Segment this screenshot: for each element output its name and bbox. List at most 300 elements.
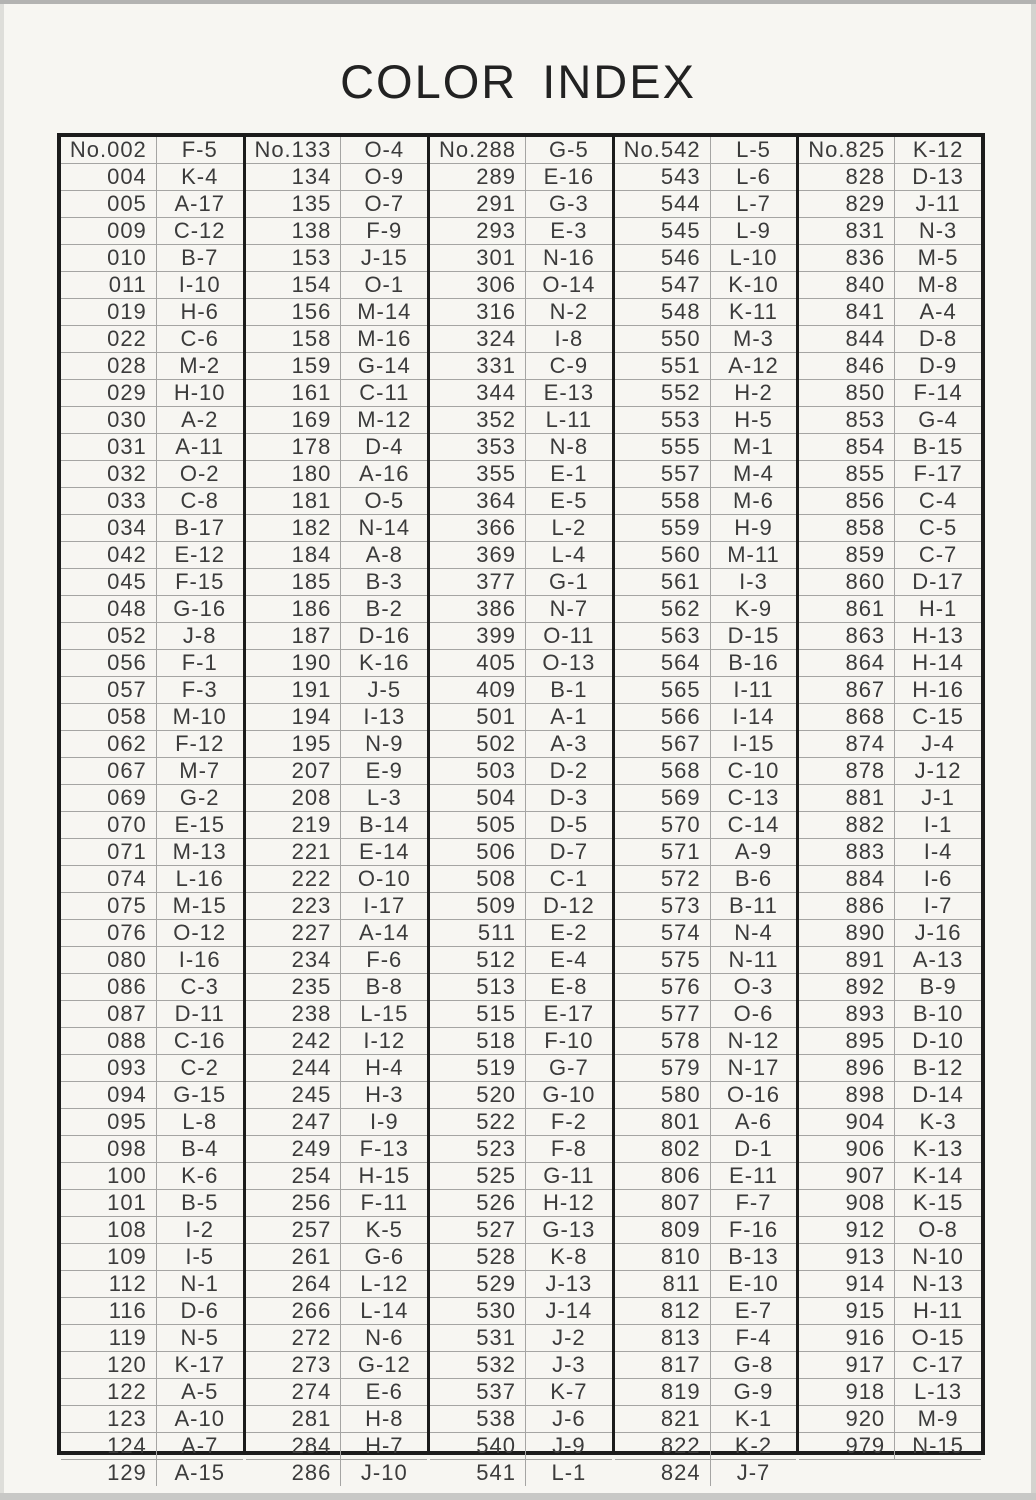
table-row	[246, 595, 428, 622]
no-cell: 802	[615, 1136, 711, 1162]
no-cell: 819	[615, 1379, 711, 1405]
code-cell: F-16	[728, 1217, 779, 1242]
no-cell: 515	[430, 1001, 526, 1027]
no-cell: 274	[246, 1379, 342, 1405]
no-cell: No.542	[615, 137, 711, 163]
code-cell: O-13	[542, 650, 596, 675]
no-cell: 075	[61, 893, 157, 919]
no-cell: 377	[430, 569, 526, 595]
code-cell: J-11	[915, 191, 961, 216]
table-row	[799, 1216, 981, 1243]
no-cell: 119	[61, 1325, 157, 1351]
table-row	[799, 460, 981, 487]
no-cell: 266	[246, 1298, 342, 1324]
no-cell: 868	[799, 704, 895, 730]
no-cell: 545	[615, 218, 711, 244]
code-cell: N-13	[912, 1271, 964, 1296]
table-row	[430, 1324, 612, 1351]
table-row	[799, 325, 981, 352]
code-cell: D-4	[365, 434, 404, 459]
code-cell: L-14	[360, 1298, 409, 1323]
table-row	[430, 244, 612, 271]
code-cell: E-9	[365, 758, 403, 783]
code-cell: F-10	[544, 1028, 594, 1053]
table-row	[799, 541, 981, 568]
table-row	[61, 244, 243, 271]
table-row	[61, 217, 243, 244]
code-cell: H-8	[365, 1406, 404, 1431]
table-row	[615, 1432, 797, 1459]
table-row	[430, 730, 612, 757]
table-row	[246, 1027, 428, 1054]
no-cell: 245	[246, 1082, 342, 1108]
code-cell: N-12	[727, 1028, 780, 1053]
no-cell: 156	[246, 299, 342, 325]
no-cell: 254	[246, 1163, 342, 1189]
code-cell: O-14	[542, 272, 596, 297]
no-cell: 831	[799, 218, 895, 244]
table-row	[61, 541, 243, 568]
code-cell: A-3	[550, 731, 588, 756]
code-cell: G-9	[733, 1379, 774, 1404]
table-row	[246, 137, 428, 163]
code-cell: H-6	[180, 299, 219, 324]
table-row	[799, 1378, 981, 1405]
no-cell: 551	[615, 353, 711, 379]
table-row	[615, 1378, 797, 1405]
no-cell: 076	[61, 920, 157, 946]
table-row	[430, 1378, 612, 1405]
no-cell: 908	[799, 1190, 895, 1216]
table-row	[246, 514, 428, 541]
code-cell: I-15	[732, 731, 775, 756]
no-cell: 120	[61, 1352, 157, 1378]
table-row	[799, 217, 981, 244]
code-cell: L-12	[360, 1271, 409, 1296]
table-row	[61, 919, 243, 946]
table-row	[799, 919, 981, 946]
code-cell: I-13	[363, 704, 406, 729]
code-cell: N-6	[365, 1325, 404, 1350]
table-row	[799, 298, 981, 325]
table-row	[61, 1216, 243, 1243]
no-cell: 316	[430, 299, 526, 325]
code-cell: N-16	[543, 245, 595, 270]
no-cell: 364	[430, 488, 526, 514]
no-cell: 844	[799, 326, 895, 352]
code-cell: G-10	[542, 1082, 596, 1107]
no-cell: 108	[61, 1217, 157, 1243]
code-cell: E-17	[543, 1001, 595, 1026]
no-cell: 194	[246, 704, 342, 730]
table-row	[615, 433, 797, 460]
table-row	[615, 946, 797, 973]
no-cell: 550	[615, 326, 711, 352]
table-row	[246, 1135, 428, 1162]
code-cell: F-15	[175, 569, 225, 594]
code-cell: G-2	[179, 785, 220, 810]
code-cell: H-12	[543, 1190, 595, 1215]
table-row	[615, 1135, 797, 1162]
code-cell: I-4	[923, 839, 953, 864]
table-row	[615, 271, 797, 298]
table-row	[430, 649, 612, 676]
table-row	[799, 703, 981, 730]
table-row	[615, 649, 797, 676]
no-cell: 918	[799, 1379, 895, 1405]
table-row	[615, 298, 797, 325]
code-cell: A-5	[181, 1379, 219, 1404]
code-cell: K-11	[729, 299, 778, 324]
table-row	[61, 298, 243, 325]
code-cell: I-14	[732, 704, 775, 729]
code-cell: C-4	[918, 488, 958, 513]
code-cell: M-11	[727, 542, 780, 567]
no-cell: 353	[430, 434, 526, 460]
no-cell: 369	[430, 542, 526, 568]
no-cell: 123	[61, 1406, 157, 1432]
no-cell: 858	[799, 515, 895, 541]
code-cell: B-4	[181, 1136, 219, 1161]
no-cell: 860	[799, 569, 895, 595]
table-row	[246, 244, 428, 271]
code-cell: J-7	[736, 1460, 771, 1485]
table-row	[430, 487, 612, 514]
no-cell: 284	[246, 1433, 342, 1459]
column-group	[612, 137, 797, 1485]
table-row	[246, 541, 428, 568]
table-row	[615, 1297, 797, 1324]
no-cell: 801	[615, 1109, 711, 1135]
code-cell: E-11	[729, 1163, 778, 1188]
code-cell: C-6	[180, 326, 219, 351]
code-cell: I-6	[923, 866, 953, 891]
code-cell: K-12	[912, 137, 964, 162]
code-cell: O-12	[173, 920, 227, 945]
table-row	[246, 892, 428, 919]
table-row	[430, 541, 612, 568]
no-cell: 807	[615, 1190, 711, 1216]
code-cell: A-10	[174, 1406, 225, 1431]
no-cell: 579	[615, 1055, 711, 1081]
no-cell: 409	[430, 677, 526, 703]
table-row	[799, 487, 981, 514]
no-cell: 561	[615, 569, 711, 595]
table-row	[799, 757, 981, 784]
code-cell: K-15	[912, 1190, 964, 1215]
no-cell: 042	[61, 542, 157, 568]
no-cell: 184	[246, 542, 342, 568]
no-cell: 058	[61, 704, 157, 730]
no-cell: 526	[430, 1190, 526, 1216]
code-cell: F-11	[360, 1190, 409, 1215]
table-row	[799, 1081, 981, 1108]
no-cell: 886	[799, 893, 895, 919]
table-row	[799, 1189, 981, 1216]
code-cell: J-3	[552, 1352, 586, 1377]
table-row	[430, 838, 612, 865]
no-cell: 530	[430, 1298, 526, 1324]
no-cell: 532	[430, 1352, 526, 1378]
table-row	[799, 514, 981, 541]
table-row	[615, 541, 797, 568]
no-cell: 249	[246, 1136, 342, 1162]
table-row	[61, 568, 243, 595]
table-row	[799, 946, 981, 973]
no-cell: 386	[430, 596, 526, 622]
no-cell: 122	[61, 1379, 157, 1405]
code-cell: M-1	[733, 434, 774, 459]
table-row	[615, 892, 797, 919]
table-row	[430, 1243, 612, 1270]
no-cell: 856	[799, 488, 895, 514]
no-cell: 331	[430, 353, 526, 379]
table-row	[246, 784, 428, 811]
code-cell: N-1	[180, 1271, 219, 1296]
code-cell: F-6	[366, 947, 403, 972]
table-row	[615, 595, 797, 622]
code-cell: M-7	[179, 758, 221, 783]
code-cell: H-7	[365, 1433, 404, 1458]
code-cell: N-2	[549, 299, 589, 324]
table-row	[799, 730, 981, 757]
code-cell: F-2	[550, 1109, 587, 1134]
table-row	[246, 352, 428, 379]
no-cell: 810	[615, 1244, 711, 1270]
code-cell: I-1	[923, 812, 953, 837]
table-row	[615, 1405, 797, 1432]
no-cell: 234	[246, 947, 342, 973]
table-row	[615, 1108, 797, 1135]
table-row	[615, 676, 797, 703]
no-cell: 087	[61, 1001, 157, 1027]
no-cell: 030	[61, 407, 157, 433]
code-cell: C-10	[727, 758, 780, 783]
table-row	[246, 946, 428, 973]
table-row	[246, 757, 428, 784]
table-row	[246, 703, 428, 730]
no-cell: 032	[61, 461, 157, 487]
code-cell: I-3	[739, 569, 768, 594]
no-cell: 836	[799, 245, 895, 271]
code-cell: E-16	[543, 164, 595, 189]
code-cell: O-8	[918, 1217, 958, 1242]
no-cell: 289	[430, 164, 526, 190]
no-cell: 555	[615, 434, 711, 460]
no-cell: 913	[799, 1244, 895, 1270]
no-cell: 010	[61, 245, 157, 271]
table-row	[246, 190, 428, 217]
table-row	[615, 163, 797, 190]
no-cell: 109	[61, 1244, 157, 1270]
table-row	[246, 919, 428, 946]
table-row	[246, 649, 428, 676]
table-row	[61, 1243, 243, 1270]
table-row	[430, 1351, 612, 1378]
code-cell: M-6	[733, 488, 774, 513]
no-cell: 562	[615, 596, 711, 622]
no-cell: 195	[246, 731, 342, 757]
code-cell: F-5	[181, 137, 218, 162]
table-row	[430, 217, 612, 244]
no-cell: 907	[799, 1163, 895, 1189]
table-row	[799, 137, 981, 163]
table-row	[799, 865, 981, 892]
code-cell: K-5	[365, 1217, 403, 1242]
no-cell: 062	[61, 731, 157, 757]
table-row	[246, 676, 428, 703]
no-cell: 520	[430, 1082, 526, 1108]
table-row	[430, 784, 612, 811]
column-group	[243, 137, 428, 1485]
table-row	[615, 514, 797, 541]
no-cell: 557	[615, 461, 711, 487]
no-cell: 219	[246, 812, 342, 838]
code-cell: B-5	[181, 1190, 219, 1215]
no-cell: 578	[615, 1028, 711, 1054]
no-cell: 505	[430, 812, 526, 838]
no-cell: 185	[246, 569, 342, 595]
no-cell: 916	[799, 1325, 895, 1351]
no-cell: 272	[246, 1325, 342, 1351]
no-cell: 129	[61, 1460, 157, 1486]
table-row	[799, 838, 981, 865]
table-row	[61, 1162, 243, 1189]
code-cell: I-12	[363, 1028, 406, 1053]
table-row	[246, 271, 428, 298]
code-cell: C-11	[359, 380, 410, 405]
no-cell: 822	[615, 1433, 711, 1459]
code-cell: B-3	[365, 569, 403, 594]
table-row	[430, 1108, 612, 1135]
code-cell: E-2	[550, 920, 588, 945]
no-cell: 366	[430, 515, 526, 541]
table-row	[61, 487, 243, 514]
no-cell: 878	[799, 758, 895, 784]
no-cell: 261	[246, 1244, 342, 1270]
table-row	[61, 1108, 243, 1135]
code-cell: J-13	[545, 1271, 593, 1296]
no-cell: 874	[799, 731, 895, 757]
table-row	[61, 1000, 243, 1027]
no-cell: 509	[430, 893, 526, 919]
code-cell: H-3	[365, 1082, 404, 1107]
code-cell: M-10	[172, 704, 227, 729]
table-row	[430, 1297, 612, 1324]
code-cell: D-3	[549, 785, 589, 810]
table-row	[799, 1432, 981, 1459]
no-cell: 552	[615, 380, 711, 406]
table-row	[246, 1297, 428, 1324]
code-cell: C-15	[912, 704, 964, 729]
code-cell: L-8	[182, 1109, 218, 1134]
code-cell: L-15	[360, 1001, 409, 1026]
no-cell: 098	[61, 1136, 157, 1162]
table-row	[615, 1000, 797, 1027]
code-cell: K-13	[912, 1136, 964, 1161]
table-row	[246, 1162, 428, 1189]
code-cell: I-5	[185, 1244, 215, 1269]
code-cell: E-14	[359, 839, 410, 864]
code-cell: N-3	[918, 218, 958, 243]
table-row	[615, 244, 797, 271]
no-cell: 567	[615, 731, 711, 757]
no-cell: 570	[615, 812, 711, 838]
code-cell: O-2	[179, 461, 220, 486]
table-row	[246, 568, 428, 595]
code-cell: O-1	[364, 272, 405, 297]
code-cell: C-8	[180, 488, 219, 513]
table-row	[246, 1459, 428, 1486]
table-row	[430, 1027, 612, 1054]
code-cell: G-8	[733, 1352, 774, 1377]
table-row	[61, 1027, 243, 1054]
no-cell: 057	[61, 677, 157, 703]
code-cell: N-9	[365, 731, 404, 756]
no-cell: 116	[61, 1298, 157, 1324]
no-cell: 159	[246, 353, 342, 379]
code-cell: A-14	[359, 920, 410, 945]
code-cell: J-4	[921, 731, 955, 756]
code-cell: H-15	[358, 1163, 411, 1188]
code-cell: I-8	[554, 326, 584, 351]
table-row	[430, 757, 612, 784]
no-cell: No.002	[61, 137, 157, 163]
table-row	[430, 298, 612, 325]
code-cell: C-3	[180, 974, 219, 999]
code-cell: B-17	[174, 515, 225, 540]
no-cell: 178	[246, 434, 342, 460]
code-cell: N-10	[912, 1244, 964, 1269]
code-cell: E-10	[728, 1271, 779, 1296]
no-cell: 523	[430, 1136, 526, 1162]
code-cell: G-11	[543, 1163, 595, 1188]
code-cell: L-4	[551, 542, 587, 567]
no-cell: 011	[61, 272, 157, 298]
table-row	[61, 1189, 243, 1216]
no-cell: 264	[246, 1271, 342, 1297]
no-cell: 569	[615, 785, 711, 811]
table-row	[615, 379, 797, 406]
code-cell: D-10	[912, 1028, 964, 1053]
table-row	[615, 865, 797, 892]
no-cell: 112	[61, 1271, 157, 1297]
code-cell: H-9	[734, 515, 773, 540]
code-cell: A-16	[359, 461, 410, 486]
table-row	[430, 271, 612, 298]
code-cell: L-5	[736, 137, 771, 162]
code-cell: A-12	[728, 353, 779, 378]
code-cell: L-1	[551, 1460, 587, 1485]
no-cell: 181	[246, 488, 342, 514]
table-row	[61, 1432, 243, 1459]
table-row	[430, 676, 612, 703]
table-row	[61, 352, 243, 379]
code-cell: F-12	[175, 731, 225, 756]
code-cell: L-13	[914, 1379, 963, 1404]
no-cell: 829	[799, 191, 895, 217]
no-cell: 576	[615, 974, 711, 1000]
code-cell: N-11	[728, 947, 779, 972]
no-cell: 553	[615, 407, 711, 433]
no-cell: 881	[799, 785, 895, 811]
code-cell: K-17	[174, 1352, 225, 1377]
no-cell: 009	[61, 218, 157, 244]
no-cell: 048	[61, 596, 157, 622]
no-cell: 540	[430, 1433, 526, 1459]
no-cell: 890	[799, 920, 895, 946]
code-cell: H-2	[734, 380, 773, 405]
